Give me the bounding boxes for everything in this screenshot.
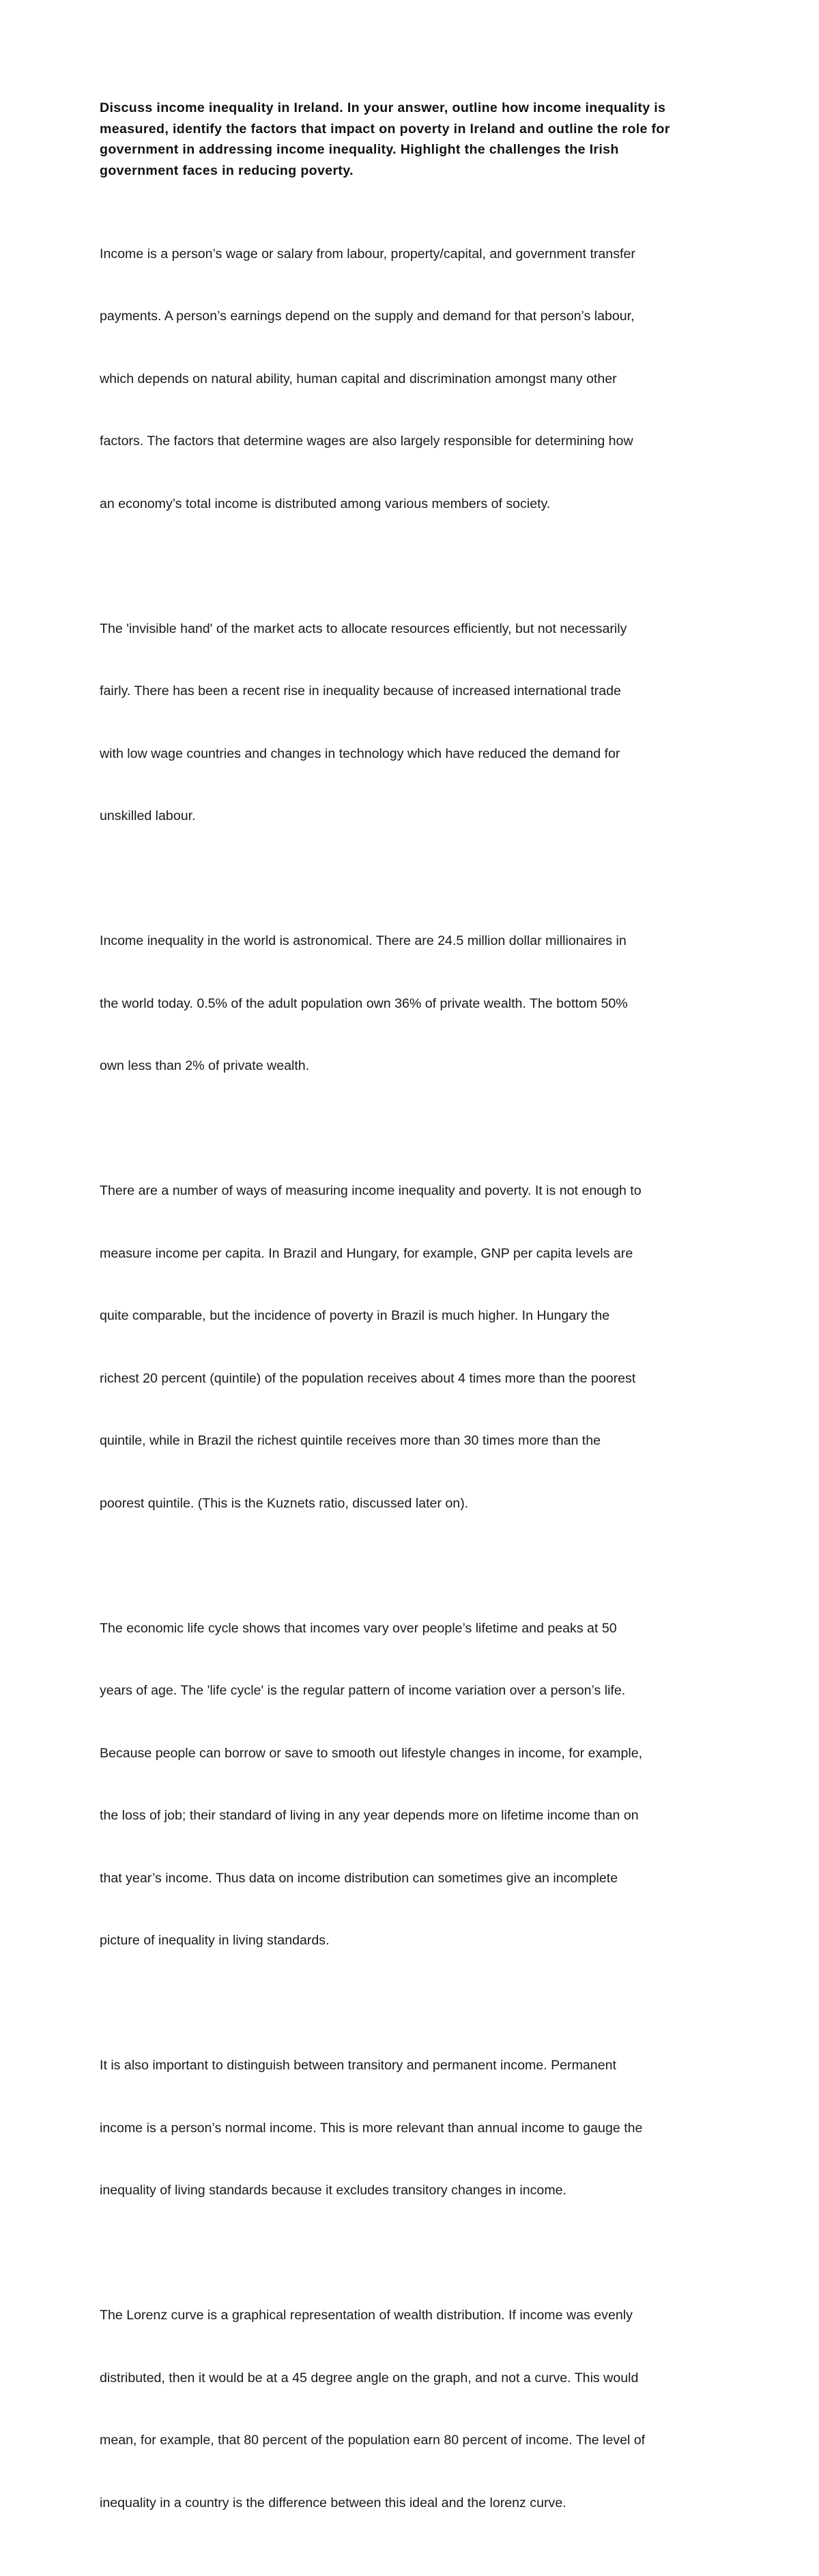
paragraph-line: Income is a person’s wage or salary from labour, property/capital, and government transfer [100, 246, 635, 261]
paragraph-world-inequality [100, 889, 741, 1118]
paragraph-line: fairly. There has been a recent rise in inequality because of increased international trade [100, 683, 621, 698]
paragraph-invisible-hand [100, 577, 741, 868]
paragraph-line: quite comparable, but the incidence of poverty in Brazil is much higher. In Hungary the [100, 1308, 610, 1323]
paragraph-line: Income inequality in the world is astronomical. There are 24.5 million dollar millionaires in [100, 933, 627, 948]
question-line: Discuss income inequality in Ireland. In your answer, outline how income inequality is [100, 100, 666, 115]
question-line: government in addressing income inequality. Highlight the challenges the Irish [100, 142, 619, 157]
paragraph-line: mean, for example, that 80 percent of the population earn 80 percent of income. The level of [100, 2433, 646, 2448]
paragraph-line: own less than 2% of private wealth. [100, 1058, 310, 1073]
paragraph-line: The 'invisible hand' of the market acts to allocate resources efficiently, but not necessarily [100, 621, 627, 636]
paragraph-line: years of age. The 'life cycle' is the regular pattern of income variation over a person’s life. [100, 1683, 626, 1698]
document-page [100, 98, 741, 2576]
paragraph-line: inequality in a country is the difference between this ideal and the lorenz curve. [100, 2495, 566, 2510]
paragraph-line: distributed, then it would be at a 45 degree angle on the graph, and not a curve. This would [100, 2370, 639, 2386]
paragraph-life-cycle [100, 1576, 741, 1993]
paragraph-line: the loss of job; their standard of living in any year depends more on lifetime income than on [100, 1808, 639, 1823]
paragraph-line: inequality of living standards because it excludes transitory changes in income. [100, 2183, 566, 2198]
paragraph-line: The Lorenz curve is a graphical representation of wealth distribution. If income was evenly [100, 2308, 633, 2323]
paragraph-line: factors. The factors that determine wages are also largely responsible for determining how [100, 434, 633, 449]
question-line: government faces in reducing poverty. [100, 162, 354, 178]
paragraph-line: picture of inequality in living standards. [100, 1933, 330, 1948]
paragraph-line: It is also important to distinguish between transitory and permanent income. Permanent [100, 2058, 616, 2073]
paragraph-line: There are a number of ways of measuring income inequality and poverty. It is not enough to [100, 1183, 642, 1198]
essay-question [100, 98, 741, 181]
paragraph-line: richest 20 percent (quintile) of the population receives about 4 times more than the poorest [100, 1370, 636, 1386]
paragraph-income-definition [100, 202, 741, 556]
paragraph-line: with low wage countries and changes in technology which have reduced the demand for [100, 746, 620, 761]
paragraph-line: measure income per capita. In Brazil and Hungary, for example, GNP per capita levels are [100, 1245, 633, 1261]
question-line: measured, identify the factors that impact on poverty in Ireland and outline the role for [100, 121, 670, 137]
paragraph-line: income is a person’s normal income. This is more relevant than annual income to gauge the [100, 2120, 643, 2136]
paragraph-line: an economy’s total income is distributed among various members of society. [100, 496, 551, 511]
paragraph-line: which depends on natural ability, human capital and discrimination amongst many other [100, 371, 617, 386]
paragraph-line: payments. A person’s earnings depend on the supply and demand for that person’s labour, [100, 309, 635, 324]
paragraph-line: the world today. 0.5% of the adult population own 36% of private wealth. The bottom 50% [100, 995, 628, 1011]
paragraph-permanent-income [100, 2013, 741, 2243]
paragraph-lorenz-curve [100, 2263, 741, 2555]
paragraph-line: that year’s income. Thus data on income distribution can sometimes give an incomplete [100, 1870, 618, 1886]
paragraph-line: poorest quintile. (This is the Kuznets ratio, discussed later on). [100, 1495, 469, 1511]
paragraph-line: unskilled labour. [100, 808, 196, 823]
paragraph-line: Because people can borrow or save to smooth out lifestyle changes in income, for example, [100, 1745, 643, 1761]
paragraph-line: The economic life cycle shows that incomes vary over people’s lifetime and peaks at 50 [100, 1620, 617, 1636]
paragraph-line: quintile, while in Brazil the richest quintile receives more than 30 times more than the [100, 1433, 601, 1448]
paragraph-measuring-inequality [100, 1139, 741, 1555]
